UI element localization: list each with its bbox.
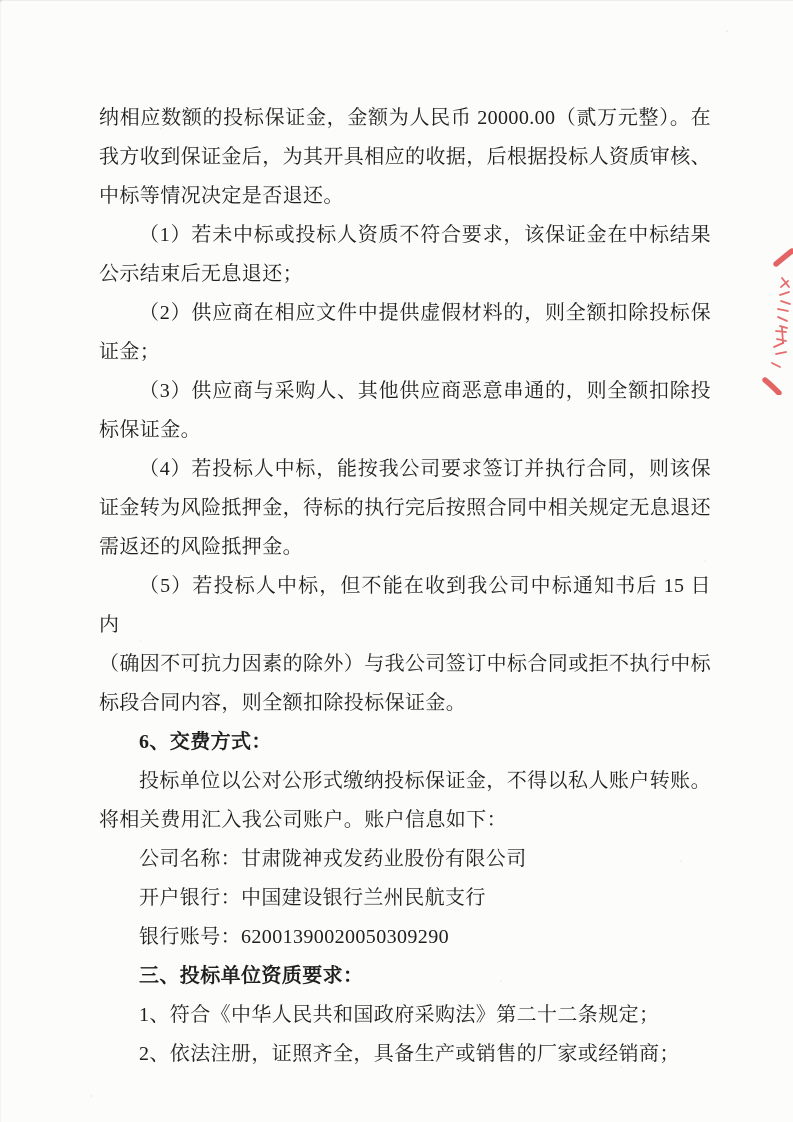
para-deposit-amount <box>99 99 711 216</box>
para-payment-method <box>99 762 711 840</box>
text-line: 标保证金。 <box>99 419 201 441</box>
document-body <box>99 99 711 1074</box>
para-qualification-2 <box>99 1035 711 1074</box>
text-line: （2）供应商在相应文件中提供虚假材料的，则全额扣除投标保 <box>139 302 711 324</box>
text-line: （1）若未中标或投标人资质不符合要求，该保证金在中标结果 <box>139 224 711 246</box>
heading-payment-method <box>99 723 711 762</box>
text-line: 银行账号：62001390020050309290 <box>139 926 449 948</box>
para-item-2 <box>99 294 711 372</box>
text-line: 需返还的风险抵押金。 <box>99 536 303 558</box>
text-line: 标段合同内容，则全额扣除投标保证金。 <box>99 692 467 714</box>
text-line: 将相关费用汇入我公司账户。账户信息如下： <box>99 809 507 831</box>
text-line: 三、投标单位资质要求： <box>139 965 364 987</box>
account-bank-name <box>99 879 711 918</box>
para-item-3 <box>99 372 711 450</box>
text-line: 公司名称：甘肃陇神戎发药业股份有限公司 <box>139 848 527 870</box>
scan-noise <box>0 0 2 2</box>
text-line: 开户银行：中国建设银行兰州民航支行 <box>139 887 486 909</box>
heading-qualification-requirements <box>99 957 711 996</box>
text-line: （确因不可抗力因素的除外）与我公司签订中标合同或拒不执行中标 <box>99 653 711 675</box>
red-ink-stroke-icon <box>761 245 793 395</box>
text-line: （4）若投标人中标，能按我公司要求签订并执行合同，则该保 <box>139 458 711 480</box>
text-line: 纳相应数额的投标保证金，金额为人民币 20000.00（贰万元整）。在 <box>99 107 711 129</box>
text-line: 1、符合《中华人民共和国政府采购法》第二十二条规定； <box>139 1004 660 1026</box>
text-line: 我方收到保证金后，为其开具相应的收据，后根据投标人资质审核、 <box>99 146 711 168</box>
text-line: 证金； <box>99 341 161 363</box>
text-line: 中标等情况决定是否退还。 <box>99 185 344 207</box>
text-line: 证金转为风险抵押金，待标的执行完后按照合同中相关规定无息退还 <box>99 497 711 519</box>
text-line: 6、交费方式： <box>139 731 272 753</box>
text-line: 公示结束后无息退还； <box>99 263 303 285</box>
text-line: 投标单位以公对公形式缴纳投标保证金，不得以私人账户转账。 <box>139 770 711 792</box>
para-qualification-1 <box>99 996 711 1035</box>
text-line: （5）若投标人中标，但不能在收到我公司中标通知书后 15 日内 <box>99 575 711 636</box>
text-line: 2、依法注册，证照齐全，具备生产或销售的厂家或经销商； <box>139 1043 680 1065</box>
para-item-4 <box>99 450 711 567</box>
account-bank-number <box>99 918 711 957</box>
text-line: （3）供应商与采购人、其他供应商恶意串通的，则全额扣除投 <box>139 380 711 402</box>
para-item-1 <box>99 216 711 294</box>
account-company-name <box>99 840 711 879</box>
para-item-5 <box>99 567 711 723</box>
red-ink-annotation <box>761 245 793 395</box>
